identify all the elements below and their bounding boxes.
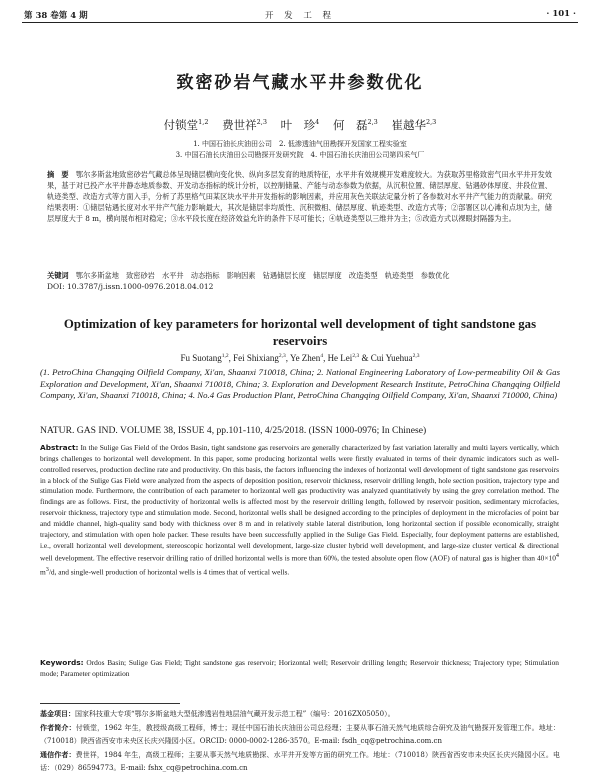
- journal-issue: 第 38 卷第 4 期: [24, 11, 88, 21]
- en-author-sup: 2,3: [412, 353, 420, 359]
- en-abstract-unit: m: [40, 567, 46, 577]
- cn-author: 叶 珍: [280, 118, 316, 132]
- en-author: Ye Zhen: [289, 353, 321, 363]
- cn-abstract-label: 摘 要: [47, 170, 69, 179]
- english-authors: Fu Suotang$^{1,2}$, Fei Shixiang$^{2,3}$, Ye Zhen$^4$, He Lei$^{2,3}$ & Cui Yuehua$^{2,3}$: [180, 353, 420, 363]
- running-head: [22, 8, 578, 23]
- author-bio-text: 付锁堂，1962 年生，教授级高级工程师，博士；现任中国石油长庆油田公司总经理；主要从事石油天然气地质综合研究及油气勘探开发管理工作。地址：（710018）陕西省西安市未央区长庆兴隆园小区。ORCID: 0000-0002-1286-3570。E-mail: fsdh_cq@petrochina.com.cn: [40, 723, 560, 746]
- footnote-author: [40, 722, 560, 749]
- en-author: & Cui Yuehua: [361, 353, 413, 363]
- cn-author-sup: 2,3: [425, 118, 437, 127]
- english-affiliations: (1. PetroChina Changqing Oilfield Company, Xi'an, Shaanxi 710018, China; 2. National Engineering Laboratory of Low-permeability Oil & Gas Exploration and Development, Xi'an, Shaanxi 710018, China; 3. Exploration and Development Research Institute, PetroChina Changqing Oilfield Company, Xi'an, Shaanxi 710018, China; 4. No.4 Gas Production Plant, PetroChina Changqing Oilfield Company, Xi'an, Shaanxi 710000, China): [40, 367, 560, 401]
- english-abstract: [40, 443, 559, 578]
- en-keywords-label: Keywords:: [40, 658, 84, 667]
- english-title: Optimization of key parameters for horizontal well development of tight sandstone gas reservoirs: [63, 317, 537, 348]
- fund-text: 国家科技重大专项“鄂尔多斯盆地大型低渗透岩性地层油气藏开发示范工程”（编号：2016ZX05050）。: [75, 710, 395, 718]
- cn-author-sup: 2,3: [256, 118, 268, 127]
- chinese-authors: [0, 117, 600, 133]
- en-author-sup: 2,3: [352, 353, 360, 359]
- en-abstract-unit-sup2: 3: [45, 566, 49, 573]
- corresponding-label: 通信作者：: [40, 750, 76, 759]
- corresponding-text: 费世祥，1984 年生，高级工程师；主要从事天然气地质勘探、水平井开发等方面的研究工作。地址：（710018）陕西省西安市未央区长庆兴隆园小区。电话：（029）86594773。E-mail: fshx_cq@petrochina.com.cn: [40, 750, 561, 773]
- en-author: Fei Shixiang: [233, 353, 279, 363]
- english-keywords: [40, 658, 559, 680]
- chinese-abstract: [47, 170, 552, 225]
- footnote-divider: [40, 703, 180, 704]
- chinese-affiliation-line-1: 1. 中国石油长庆油田公司 2. 低渗透油气田勘探开发国家工程实验室: [193, 140, 407, 148]
- cn-author-sup: 4: [315, 118, 320, 127]
- cn-author: 何 磊: [332, 118, 368, 132]
- fund-label: 基金项目：: [40, 710, 75, 718]
- section-name: 开 发 工 程: [264, 11, 336, 21]
- en-abstract-label: Abstract:: [40, 443, 79, 452]
- en-author-sup: 1,2: [221, 353, 229, 359]
- en-abstract-unit-sup: 4: [555, 553, 559, 560]
- cn-abstract-text: 鄂尔多斯盆地致密砂岩气藏总体呈现储层横向变化快、纵向多层发育的地质特征，水平井有效规模开发难度较大。为获取苏里格致密气田水平井开发效果，基于对已投产水平井静态地质参数、开发动态指标的统计分析，以控制储量、产能与动态参数为依据，从沉积位置、储层厚度、钻遇砂体厚度、井段位置、轨迹类型、改造方式等方面入手，分析了苏里格气田某区块水平井开发指标的影响因素，并应用灰色关联法定量分析了各参数对水平井产气能力的贡献量。研究结果表明：①储层钻遇长度对水平井产气能力影响最大，其次是储层非均质性、沉积微相、储层厚度、轨迹类型、改造方式等；②部署区以心滩和点坝为主，储层厚度大于 8 m，横向展布相对稳定；③水平段长度在经济效益允许的条件下尽可能长；④轨迹类型以三维井为主；⑤改造方式以裸眼封隔器为主。: [47, 170, 552, 223]
- chinese-keywords: [47, 271, 552, 282]
- chinese-affiliation-line-2: 3. 中国石油长庆油田公司勘探开发研究院 4. 中国石油长庆油田公司第四采气厂: [175, 151, 425, 159]
- en-abstract-tail: /d, and single-well production of horizontal wells is 4 times that of vertical wells.: [48, 567, 290, 577]
- cn-author-sup: 1,2: [198, 118, 209, 127]
- en-author: He Lei: [327, 353, 353, 363]
- cn-keywords-label: 关键词: [47, 271, 69, 280]
- cn-keywords-text: 鄂尔多斯盆地 致密砂岩 水平井 动态指标 影响因素 钻遇储层长度 储层厚度 改造类型 轨迹类型 参数优化: [75, 271, 450, 280]
- footnote-fund: [40, 708, 560, 722]
- en-abstract-text: In the Sulige Gas Field of the Ordos Basin, tight sandstone gas reservoirs are generally characterized by fast variation laterally and multi layers vertically, which brings challenges to horizontal well development. In this paper, some producing horizontal wells were firstly evaluated in terms of their dynamic indicators such as well-controlled reserves, production decline rate and productivity. On this basis, the factors influencing the indexes of horizontal well development of tight sandstone gas reservoirs in a block of the Sulige Gas Field were analyzed from the aspects of deposition position, reservoir thickness, reservoir drilling length, hole section position, trajectory type and stimulation mode. Furthermore, the contribution of each parameter to horizontal well gas productivity was analyzed quantitatively by using the grey correlation method. The findings are as follows. First, the productivity of horizontal wells is affected most by the reservoir drilling length, followed by reservoir position, sedimentary microfacies, reservoir thickness, trajectory type and stimulation mode. Second, horizontal wells shall be designed according to the principles of deployment in the microfacies of point bar and middle channel, high-quality sand body with thickness over 8 m and in relatively stable lateral distribution, long horizontal section if possible economically, straight trajectory, and stimulation with open hole packer. These results have been successfully applied in the Sulige Gas Field. Especially, four deployment patterns are established, i.e., overall horizontal well development, stereoscopic horizontal well development, large-size cluster hybrid well development, and large-size cluster vertical & directional well development. The effective reservoir drilling ratio of drilled horizontal wells is more than 60%, the tested absolute open flow (AOF) of natural gas is higher than 40×10: [40, 443, 559, 563]
- en-author-sup: 2,3: [278, 353, 286, 359]
- en-keywords-text: Ordos Basin; Sulige Gas Field; Tight sandstone gas reservoir; Horizontal well; Reservoir drilling length; Reservoir thickness; Trajectory type; Stimulation mode; Parameter optimization: [40, 658, 559, 678]
- en-author: Fu Suotang: [180, 353, 222, 363]
- footnotes: [40, 708, 560, 776]
- cn-author: 崔越华: [391, 118, 426, 132]
- cn-author-sup: 2,3: [367, 118, 378, 127]
- cn-author: 付锁堂: [163, 118, 199, 132]
- cn-author: 费世祥: [222, 118, 257, 132]
- doi: DOI: 10.3787/j.issn.1000-0976.2018.04.012: [47, 282, 214, 291]
- chinese-title: 致密砂岩气藏水平井参数优化: [176, 73, 424, 93]
- en-author-sup: 4: [320, 353, 324, 359]
- author-bio-label: 作者简介：: [40, 723, 76, 732]
- citation-line: NATUR. GAS IND. VOLUME 38, ISSUE 4, pp.101-110, 4/25/2018. (ISSN 1000-0976; In Chinese): [40, 425, 427, 436]
- footnote-corresponding: [40, 749, 560, 776]
- page-number: · 101 ·: [546, 9, 576, 19]
